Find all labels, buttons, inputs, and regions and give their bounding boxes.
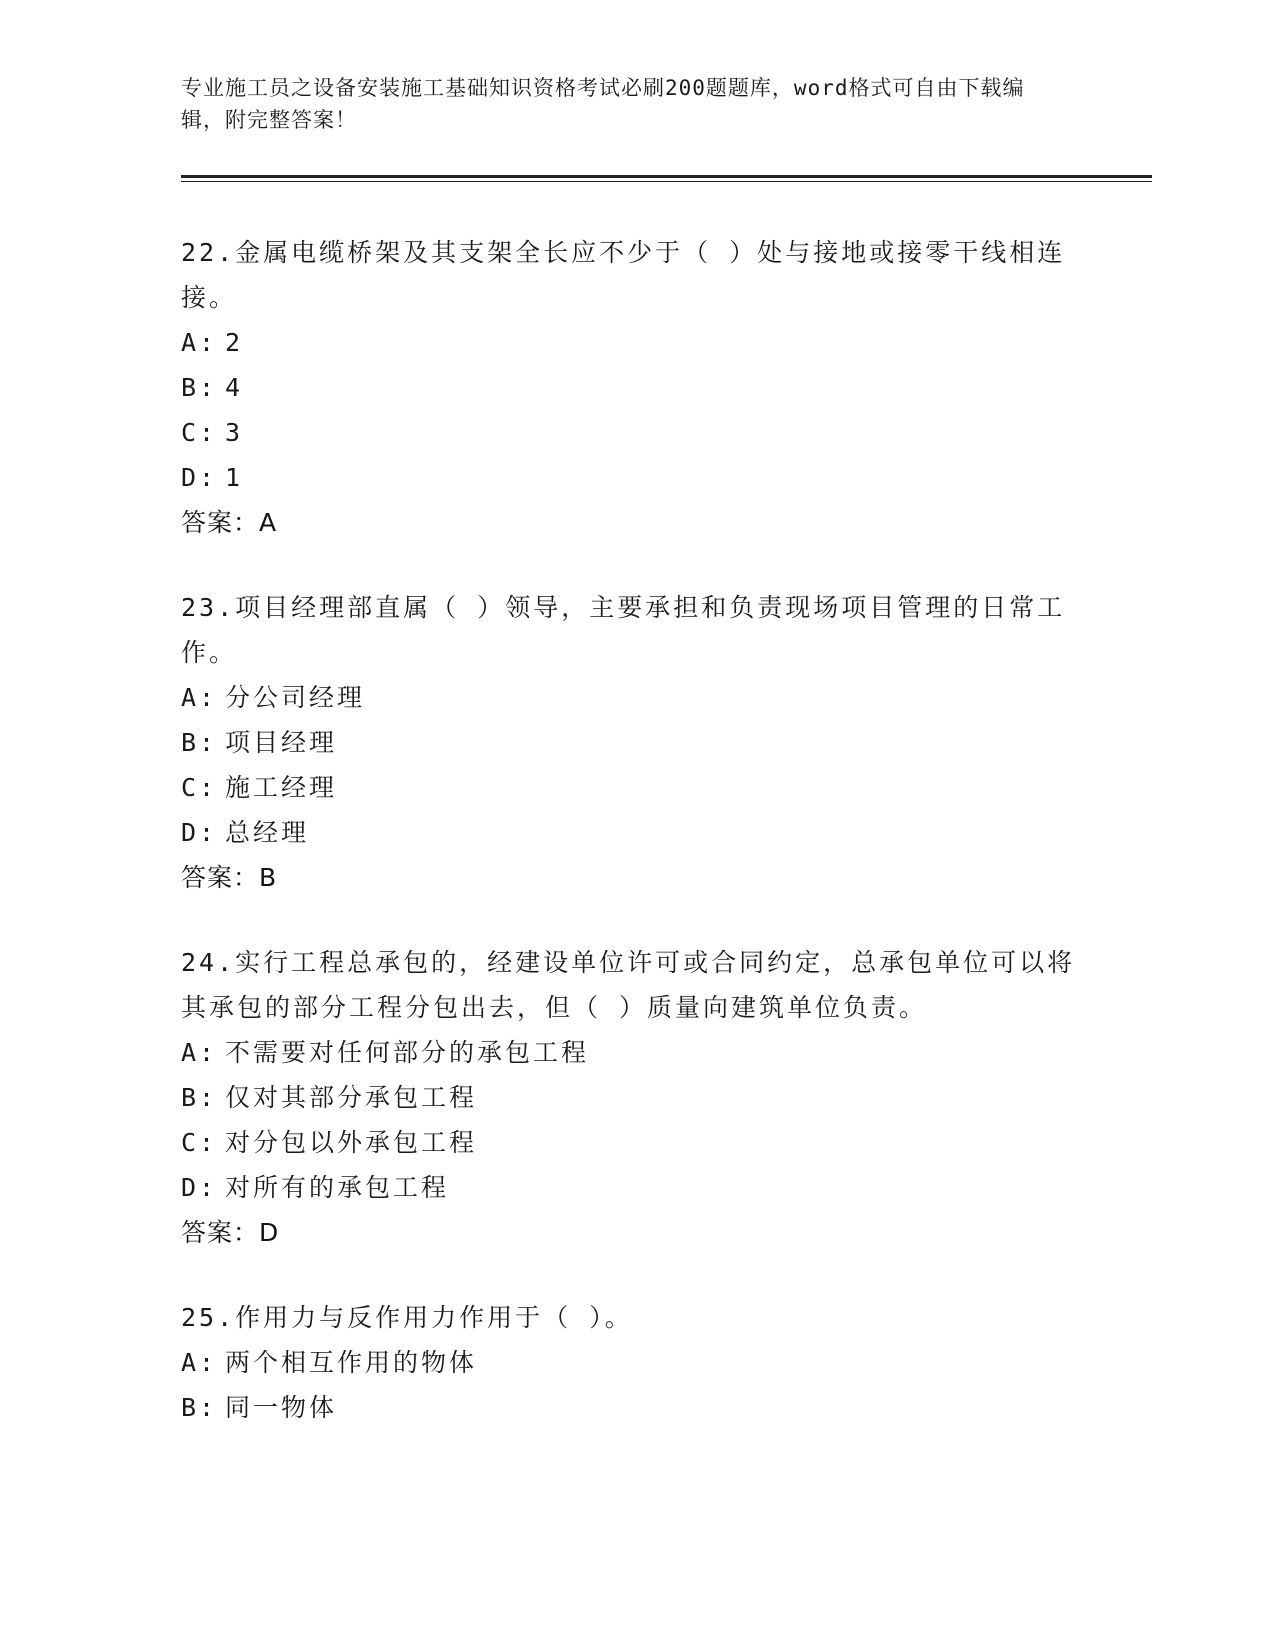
option-text: 项目经理 <box>225 728 338 757</box>
option-a <box>181 675 1081 720</box>
option-text: 分公司经理 <box>225 683 366 712</box>
option-d <box>181 810 1081 855</box>
question-stem: 23.项目经理部直属（ ）领导，主要承担和负责现场项目管理的日常工作。 <box>181 593 1066 667</box>
question-22 <box>181 230 1081 545</box>
question-24 <box>181 940 1081 1255</box>
option-text: 仅对其部分承包工程 <box>225 1083 478 1112</box>
option-text: 3 <box>225 418 244 447</box>
question-25 <box>181 1295 1081 1430</box>
answer-line: 答案：A <box>181 508 278 537</box>
option-c <box>181 1120 1081 1165</box>
option-key: B: <box>181 1083 218 1112</box>
option-key: A: <box>181 1038 218 1067</box>
question-23 <box>181 585 1081 900</box>
option-text: 同一物体 <box>225 1393 338 1422</box>
option-b <box>181 720 1081 765</box>
option-b <box>181 1075 1081 1120</box>
document-header: 专业施工员之设备安装施工基础知识资格考试必刷200题题库，word格式可自由下载编辑，附完整答案！ <box>181 76 1025 132</box>
option-text: 总经理 <box>225 818 310 847</box>
question-stem: 22.金属电缆桥架及其支架全长应不少于（ ）处与接地或接零干线相连接。 <box>181 238 1066 312</box>
option-key: D: <box>181 1173 218 1202</box>
option-d <box>181 1165 1081 1210</box>
option-key: A: <box>181 1348 218 1377</box>
option-key: B: <box>181 1393 218 1422</box>
option-text: 两个相互作用的物体 <box>225 1348 478 1377</box>
header-rule-thick <box>181 175 1152 178</box>
header-rule-thin <box>181 181 1152 182</box>
option-c <box>181 410 1081 455</box>
option-key: C: <box>181 418 218 447</box>
option-text: 2 <box>225 328 244 357</box>
option-a <box>181 320 1081 365</box>
option-text: 4 <box>225 373 244 402</box>
option-text: 对所有的承包工程 <box>225 1173 450 1202</box>
option-key: B: <box>181 728 218 757</box>
option-key: C: <box>181 773 218 802</box>
question-stem: 25.作用力与反作用力作用于（ ）。 <box>181 1303 633 1332</box>
option-a <box>181 1340 1081 1385</box>
option-key: B: <box>181 373 218 402</box>
option-key: D: <box>181 463 218 492</box>
option-b <box>181 365 1081 410</box>
answer-line: 答案：D <box>181 1218 280 1247</box>
question-list <box>181 230 1081 1470</box>
option-text: 1 <box>225 463 244 492</box>
option-d <box>181 455 1081 500</box>
answer-line: 答案：B <box>181 863 278 892</box>
option-b <box>181 1385 1081 1430</box>
option-text: 对分包以外承包工程 <box>225 1128 478 1157</box>
question-stem: 24.实行工程总承包的，经建设单位许可或合同约定，总承包单位可以将其承包的部分工程分包出去，但（ ）质量向建筑单位负责。 <box>181 948 1076 1022</box>
option-c <box>181 765 1081 810</box>
option-key: C: <box>181 1128 218 1157</box>
option-key: A: <box>181 328 218 357</box>
option-key: D: <box>181 818 218 847</box>
option-text: 不需要对任何部分的承包工程 <box>225 1038 590 1067</box>
option-text: 施工经理 <box>225 773 338 802</box>
option-key: A: <box>181 683 218 712</box>
option-a <box>181 1030 1081 1075</box>
